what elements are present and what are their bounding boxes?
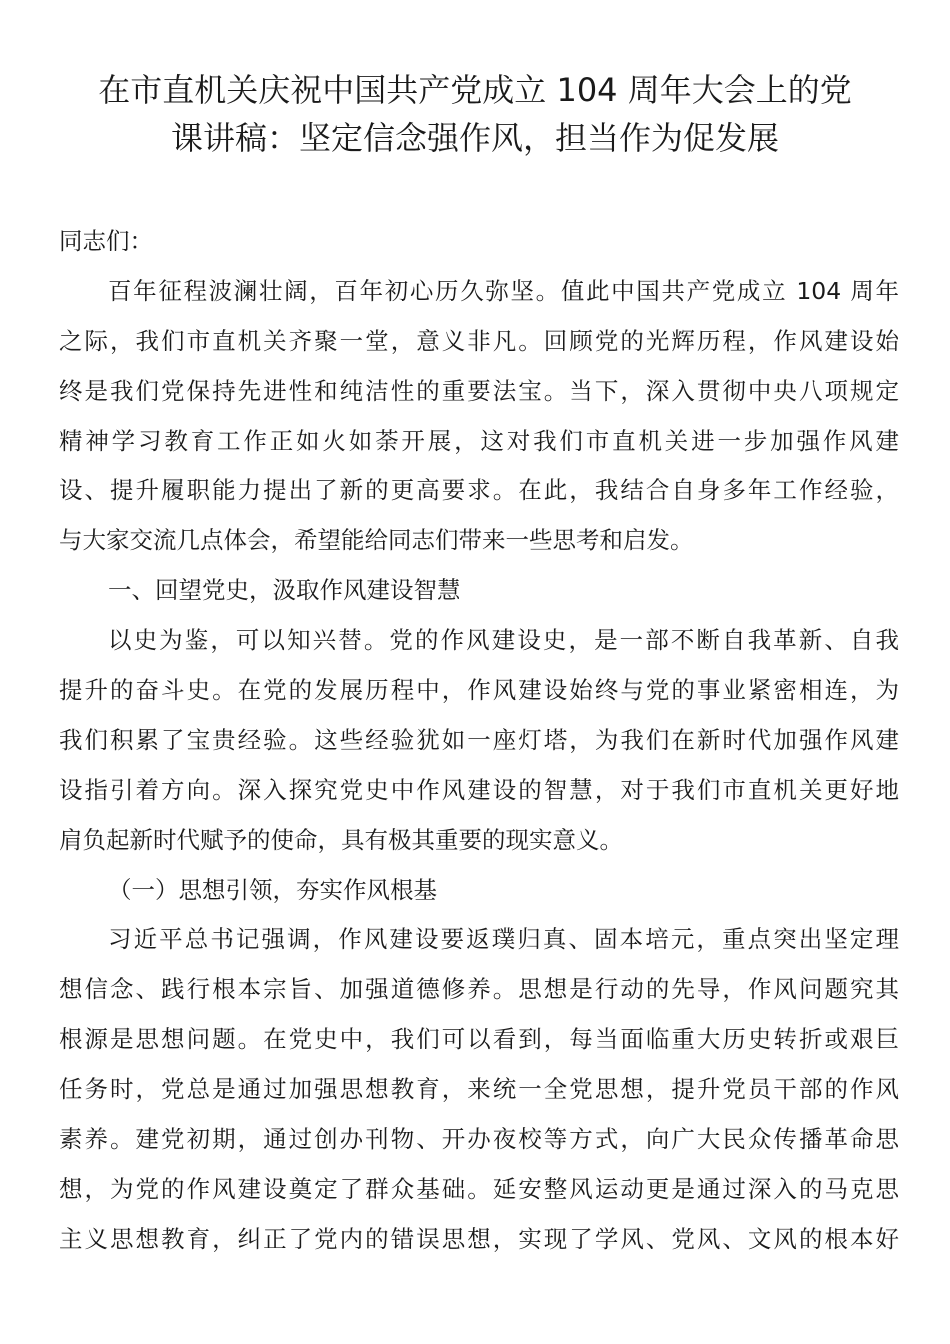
title-line-2: 课讲稿：坚定信念强作风，担当作为促发展 bbox=[170, 119, 779, 157]
paragraph-line: 以史为鉴，可以知兴替。党的作风建设史，是一部不断自我革新、自我 bbox=[108, 626, 899, 655]
paragraph-line: 习近平总书记强调，作风建设要返璞归真、固本培元，重点突出坚定理 bbox=[108, 925, 899, 954]
paragraph-line: 与大家交流几点体会，希望能给同志们带来一些思考和启发。 bbox=[59, 526, 694, 555]
paragraph-1 bbox=[59, 267, 899, 566]
paragraph-line: 想信念、践行根本宗旨、加强道德修养。思想是行动的先导，作风问题究其 bbox=[59, 975, 899, 1004]
paragraph-line: 终是我们党保持先进性和纯洁性的重要法宝。当下，深入贯彻中央八项规定 bbox=[59, 376, 899, 405]
paragraph-3 bbox=[59, 915, 899, 1264]
paragraph-line: 素养。建党初期，通过创办刊物、开办夜校等方式，向广大民众传播革命思 bbox=[59, 1125, 899, 1154]
paragraph-line: 设指引着方向。深入探究党史中作风建设的智慧，对于我们市直机关更好地 bbox=[59, 775, 899, 804]
section-1-heading: 一、回望党史，汲取作风建设智慧 bbox=[108, 576, 461, 605]
salutation: 同志们： bbox=[59, 227, 153, 255]
paragraph-line: 精神学习教育工作正如火如荼开展，这对我们市直机关进一步加强作风建 bbox=[59, 426, 899, 455]
paragraph-line: 提升的奋斗史。在党的发展历程中，作风建设始终与党的事业紧密相连，为 bbox=[59, 676, 899, 705]
paragraph-line: 我们积累了宝贵经验。这些经验犹如一座灯塔，为我们在新时代加强作风建 bbox=[59, 725, 899, 754]
subsection-1-heading: （一）思想引领，夯实作风根基 bbox=[108, 875, 437, 904]
paragraph-line: 肩负起新时代赋予的使命，具有极其重要的现实意义。 bbox=[59, 825, 623, 854]
paragraph-line: 之际，我们市直机关齐聚一堂，意义非凡。回顾党的光辉历程，作风建设始 bbox=[59, 326, 899, 355]
paragraph-line: 任务时，党总是通过加强思想教育，来统一全党思想，提升党员干部的作风 bbox=[59, 1075, 899, 1104]
title-line-1: 在市直机关庆祝中国共产党成立 104 周年大会上的党 bbox=[98, 71, 852, 109]
paragraph-line: 想，为党的作风建设奠定了群众基础。延安整风运动更是通过深入的马克思 bbox=[59, 1174, 899, 1203]
paragraph-2 bbox=[59, 616, 899, 865]
paragraph-line: 根源是思想问题。在党史中，我们可以看到，每当面临重大历史转折或艰巨 bbox=[59, 1025, 899, 1054]
document-title bbox=[40, 66, 910, 162]
paragraph-line: 设、提升履职能力提出了新的更高要求。在此，我结合自身多年工作经验， bbox=[59, 476, 899, 505]
paragraph-line: 主义思想教育，纠正了党内的错误思想，实现了学风、党风、文风的根本好 bbox=[59, 1224, 899, 1253]
paragraph-line: 百年征程波澜壮阔，百年初心历久弥坚。值此中国共产党成立 104 周年 bbox=[108, 276, 899, 305]
document-body bbox=[59, 217, 899, 1265]
